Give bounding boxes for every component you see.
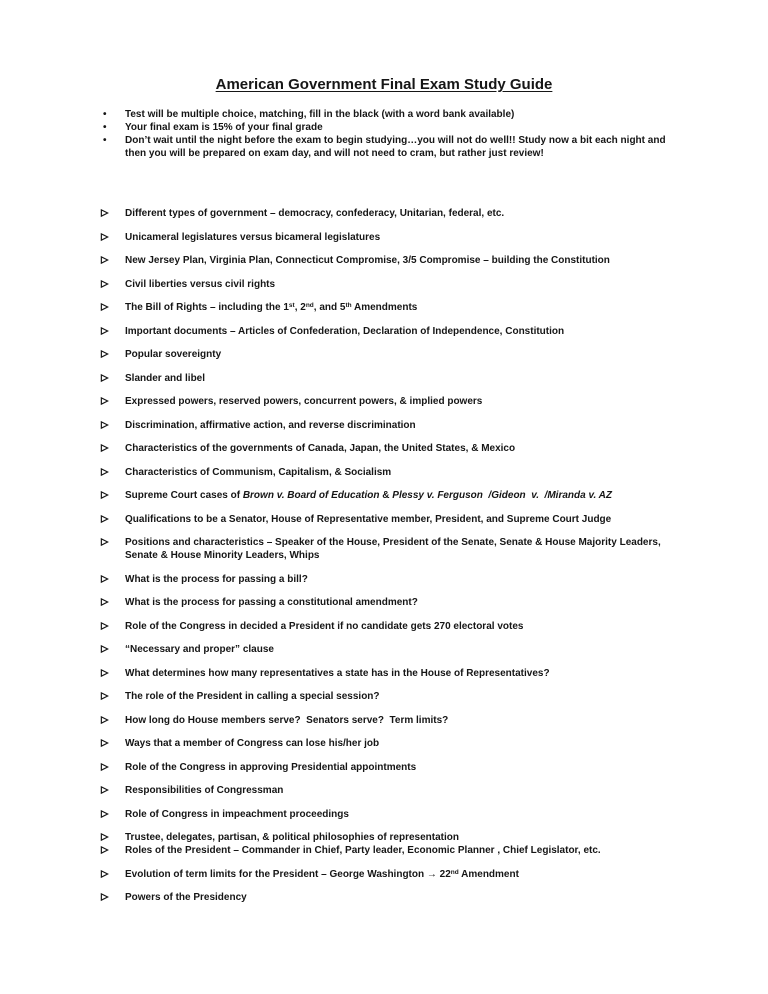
arrow-bullet-icon <box>100 844 125 857</box>
study-item <box>100 231 684 244</box>
arrow-bullet-icon <box>100 831 125 844</box>
study-item <box>100 667 684 680</box>
study-item-text: Roles of the President – Commander in Chief, Party leader, Economic Planner , Chief Legislator, etc. <box>125 845 601 856</box>
study-item <box>100 301 684 314</box>
study-item-text: Expressed powers, reserved powers, concurrent powers, & implied powers <box>125 396 483 407</box>
study-item <box>100 372 684 385</box>
intro-bullet-list <box>103 108 668 160</box>
study-item-text: New Jersey Plan, Virginia Plan, Connecticut Compromise, 3/5 Compromise – building the Constitution <box>125 255 610 266</box>
intro-bullet-item <box>103 121 668 134</box>
study-item-text: Trustee, delegates, partisan, & political philosophies of representation <box>125 832 459 843</box>
study-item <box>100 868 684 881</box>
study-item <box>100 348 684 361</box>
arrow-bullet-icon <box>100 513 125 526</box>
study-item-text: Different types of government – democracy, confederacy, Unitarian, federal, etc. <box>125 208 505 219</box>
study-item <box>100 395 684 408</box>
study-item <box>100 489 684 502</box>
study-item-text: Role of Congress in impeachment proceedings <box>125 808 349 820</box>
arrow-bullet-icon <box>100 667 125 680</box>
study-item <box>100 536 684 562</box>
arrow-bullet-icon <box>100 466 125 479</box>
arrow-bullet-icon <box>100 868 125 881</box>
arrow-bullet-icon <box>100 231 125 244</box>
study-item-text: What determines how many representatives a state has in the House of Representatives? <box>125 667 550 679</box>
intro-bullet-text: Don’t wait until the night before the exam to begin studying…you will not do well!! Study now a bit each night and then you will be prepared on exam day, and will not need to cram, but rather just review! <box>125 135 669 159</box>
arrow-bullet-icon <box>100 442 125 455</box>
study-item-text: Characteristics of the governments of Canada, Japan, the United States, & Mexico <box>125 443 516 454</box>
study-item <box>100 207 684 220</box>
study-item-text: Powers of the Presidency <box>125 892 247 903</box>
study-list <box>100 207 684 904</box>
study-item-text: Slander and libel <box>125 372 206 384</box>
arrow-bullet-icon <box>100 395 125 408</box>
arrow-bullet-icon <box>100 278 125 291</box>
arrow-bullet-icon <box>100 573 125 586</box>
study-item <box>100 784 684 797</box>
study-item <box>100 808 684 821</box>
arrow-bullet-icon <box>100 784 125 797</box>
intro-bullet-text: Your final exam is 15% of your final grade <box>125 122 323 133</box>
intro-bullet-text: Test will be multiple choice, matching, fill in the black (with a word bank available) <box>125 109 515 120</box>
arrow-bullet-icon <box>100 596 125 609</box>
study-item <box>100 620 684 633</box>
study-item <box>100 643 684 656</box>
study-item <box>100 891 684 904</box>
study-item <box>100 831 684 844</box>
arrow-bullet-icon <box>100 254 125 267</box>
arrow-bullet-icon <box>100 325 125 338</box>
arrow-bullet-icon <box>100 489 125 502</box>
study-item <box>100 761 684 774</box>
study-item-text: The Bill of Rights – including the 1st, 2nd, and 5th Amendments <box>125 302 418 313</box>
study-item-text: Popular sovereignty <box>125 349 222 360</box>
study-item <box>100 513 684 526</box>
arrow-bullet-icon <box>100 207 125 220</box>
study-item <box>100 419 684 432</box>
study-item-text: Responsibilities of Congressman <box>125 785 284 796</box>
study-item-text: The role of the President in calling a special session? <box>125 691 380 702</box>
arrow-bullet-icon <box>100 891 125 904</box>
bullet-icon: • <box>103 109 107 120</box>
study-item-text: What is the process for passing a bill? <box>125 573 308 585</box>
arrow-bullet-icon <box>100 690 125 703</box>
arrow-bullet-icon <box>100 714 125 727</box>
study-item-text: “Necessary and proper” clause <box>125 644 274 655</box>
study-item-text: Characteristics of Communism, Capitalism, & Socialism <box>125 466 392 478</box>
study-item-text: Discrimination, affirmative action, and reverse discrimination <box>125 419 416 431</box>
page-title: American Government Final Exam Study Guide <box>215 76 553 93</box>
study-item <box>100 714 684 727</box>
study-item <box>100 278 684 291</box>
study-item <box>100 466 684 479</box>
arrow-bullet-icon <box>100 301 125 314</box>
study-item-text: Positions and characteristics – Speaker of the House, President of the Senate, Senate & House Majority Leaders, Senate & House Minority Leaders, Whips <box>125 537 664 561</box>
study-item <box>100 844 684 857</box>
arrow-bullet-icon <box>100 737 125 750</box>
intro-bullet-item <box>103 108 668 121</box>
arrow-bullet-icon <box>100 536 125 562</box>
arrow-bullet-icon <box>100 761 125 774</box>
study-item-text: Role of the Congress in approving Presidential appointments <box>125 761 417 773</box>
study-item <box>100 573 684 586</box>
study-item-text: Role of the Congress in decided a President if no candidate gets 270 electoral votes <box>125 620 524 632</box>
arrow-bullet-icon <box>100 348 125 361</box>
study-item-text: How long do House members serve? Senators serve? Term limits? <box>125 714 449 726</box>
arrow-bullet-icon <box>100 620 125 633</box>
study-item <box>100 690 684 703</box>
arrow-bullet-icon <box>100 419 125 432</box>
study-item-text: Civil liberties versus civil rights <box>125 278 276 290</box>
study-item-text: Unicameral legislatures versus bicameral legislatures <box>125 231 381 243</box>
intro-bullet-item <box>103 134 668 160</box>
study-item-text: Ways that a member of Congress can lose his/her job <box>125 738 380 749</box>
study-item <box>100 737 684 750</box>
study-item-text: Important documents – Articles of Confederation, Declaration of Independence, Constitution <box>125 325 565 337</box>
study-item-text: Supreme Court cases of Brown v. Board of Education & Plessy v. Ferguson /Gideon v. /Miranda v. AZ <box>125 490 612 501</box>
study-item-text: What is the process for passing a constitutional amendment? <box>125 597 418 608</box>
study-item <box>100 325 684 338</box>
arrow-bullet-icon <box>100 808 125 821</box>
arrow-bullet-icon <box>100 643 125 656</box>
study-item <box>100 254 684 267</box>
study-item <box>100 596 684 609</box>
bullet-icon: • <box>103 122 107 133</box>
study-item-text: Qualifications to be a Senator, House of Representative member, President, and Supreme Court Judge <box>125 513 612 525</box>
bullet-icon: • <box>103 135 107 146</box>
study-item-text: Evolution of term limits for the President – George Washington → 22nd Amendment <box>125 868 519 880</box>
arrow-bullet-icon <box>100 372 125 385</box>
study-item <box>100 442 684 455</box>
